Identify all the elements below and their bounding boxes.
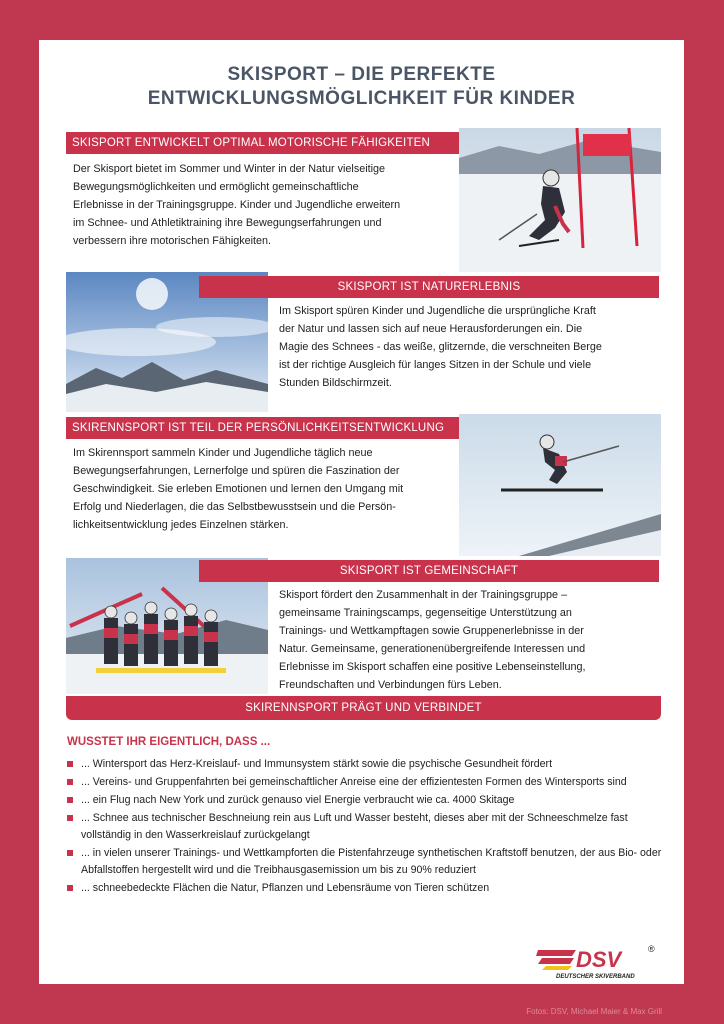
section-text-natur [279, 302, 664, 392]
logo-subtitle: DEUTSCHER SKIVERBAND [556, 974, 635, 980]
page-title-line-1: SKISPORT – DIE PERFEKTE [227, 64, 496, 85]
text-line: Trainings- und Wettkampftagen sowie Gruppenerlebnisse in der [279, 625, 584, 637]
section-text-gemeinschaft [279, 586, 664, 694]
text-line: Bewegungsmöglichkeiten und ermöglicht gemeinschaftliche [73, 181, 359, 193]
section-heading-motorik: SKISPORT ENTWICKELT OPTIMAL MOTORISCHE FÄHIGKEITEN [66, 132, 480, 154]
photo-ski-jump [459, 414, 661, 556]
text-line: Skisport fördert den Zusammenhalt in der Trainingsgruppe – [279, 589, 568, 601]
bullet-square-icon [67, 797, 73, 803]
bullet-square-icon [67, 779, 73, 785]
section-heading-persoenlichkeit: SKIRENNSPORT IST TEIL DER PERSÖNLICHKEITSENTWICKLUNG [66, 417, 502, 439]
text-line: Erfolg und Niederlagen, die das Selbstbewusstsein und die Persön- [73, 501, 396, 513]
text-line: verbessern ihre motorischen Fähigkeiten. [73, 235, 272, 247]
list-item [67, 792, 667, 809]
list-item [67, 774, 667, 791]
bullet-square-icon [67, 761, 73, 767]
text-line: Der Skisport bietet im Sommer und Winter in der Natur vielseitige [73, 163, 386, 175]
dsv-logo [536, 940, 662, 980]
text-line: der Natur und lassen sich auf neue Herausforderungen ein. Die [279, 323, 583, 335]
facts-heading: WUSSTET IHR EIGENTLICH, DASS ... [67, 736, 271, 748]
list-item [67, 845, 667, 879]
text-line: Freundschaften und Verbindungen fürs Leben. [279, 679, 502, 691]
text-line: Erlebnisse in der Trainingsgruppe. Kinder und Jugendliche erweitern [73, 199, 401, 211]
list-item [67, 810, 667, 844]
text-line: Im Skisport spüren Kinder und Jugendliche die ursprüngliche Kraft [279, 305, 596, 317]
section-heading-gemeinschaft: SKISPORT IST GEMEINSCHAFT [199, 560, 659, 582]
bullet-square-icon [67, 885, 73, 891]
text-line: Erlebnisse im Skisport schaffen eine positive Lebenseinstellung, [279, 661, 586, 673]
fact-text: ... Vereins- und Gruppenfahrten bei gemeinschaftlicher Anreise eine der effizientesten Formen des Wintersports sind [81, 776, 627, 788]
text-line: Geschwindigkeit. Sie erleben Emotionen und lernen den Umgang mit [73, 483, 404, 495]
fact-text: ... Schnee aus technischer Beschneiung rein aus Luft und Wasser besteht, dieses aber mit der Schneeschmelze fast vollständig in den Wasserkreislauf zurückgelangt [81, 812, 628, 841]
logo-mark: DSV [576, 947, 622, 972]
text-line: Natur. Gemeinsame, generationenübergreifende Interessen und [279, 643, 586, 655]
list-item [67, 756, 667, 773]
text-line: Im Skirennsport sammeln Kinder und Jugendliche täglich neue [73, 447, 373, 459]
text-line: im Schnee- und Athletiktraining ihre Bewegungserfahrungen und [73, 217, 382, 229]
text-line: lichkeitsentwicklung jedes Einzelnen stärken. [73, 519, 289, 531]
page-title-line-2: ENTWICKLUNGSMÖGLICHKEIT FÜR KINDER [147, 88, 576, 109]
photo-slalom-racer [459, 128, 661, 272]
logo-registered: ® [648, 944, 655, 954]
facts-list [67, 756, 667, 898]
fact-text: ... ein Flug nach New York und zurück genauso viel Energie verbraucht wie ca. 4000 Skitage [81, 794, 515, 806]
section-text-persoenlichkeit [73, 444, 458, 534]
section-heading-natur: SKISPORT IST NATURERLEBNIS [199, 276, 659, 298]
fact-text: ... Wintersport das Herz-Kreislauf- und Immunsystem stärkt sowie die psychische Gesundheit fördert [81, 758, 553, 770]
poster [39, 40, 684, 1016]
bullet-square-icon [67, 815, 73, 821]
section-text-motorik [73, 160, 463, 250]
text-line: Magie des Schnees - das weiße, glitzernde, die verschneiten Berge [279, 341, 602, 353]
photo-credit: Fotos: DSV, Michael Maier & Max Grill [526, 1007, 662, 1016]
fact-text: ... schneebedeckte Flächen die Natur, Pflanzen und Lebensräume von Tieren schützen [81, 882, 490, 894]
bottom-banner: SKIRENNSPORT PRÄGT UND VERBINDET [66, 696, 661, 720]
fact-text: ... in vielen unserer Trainings- und Wettkampforten die Pistenfahrzeuge synthetischen Kraftstoff benutzen, der aus Bio- oder Abfallstoffen hergestellt wird und die Treibhausgasemission um bis zu 90% reduziert [81, 847, 662, 876]
text-line: Bewegungserfahrungen, Lernerfolge und spüren die Faszination der [73, 465, 400, 477]
list-item [67, 880, 667, 897]
bullet-square-icon [67, 850, 73, 856]
text-line: Stunden Bildschirmzeit. [279, 377, 392, 389]
text-line: gemeinsame Trainingscamps, gegenseitige Unterstützung an [279, 607, 572, 619]
text-line: ist der richtige Ausgleich für langes Sitzen in der Schule und viele [279, 359, 592, 371]
